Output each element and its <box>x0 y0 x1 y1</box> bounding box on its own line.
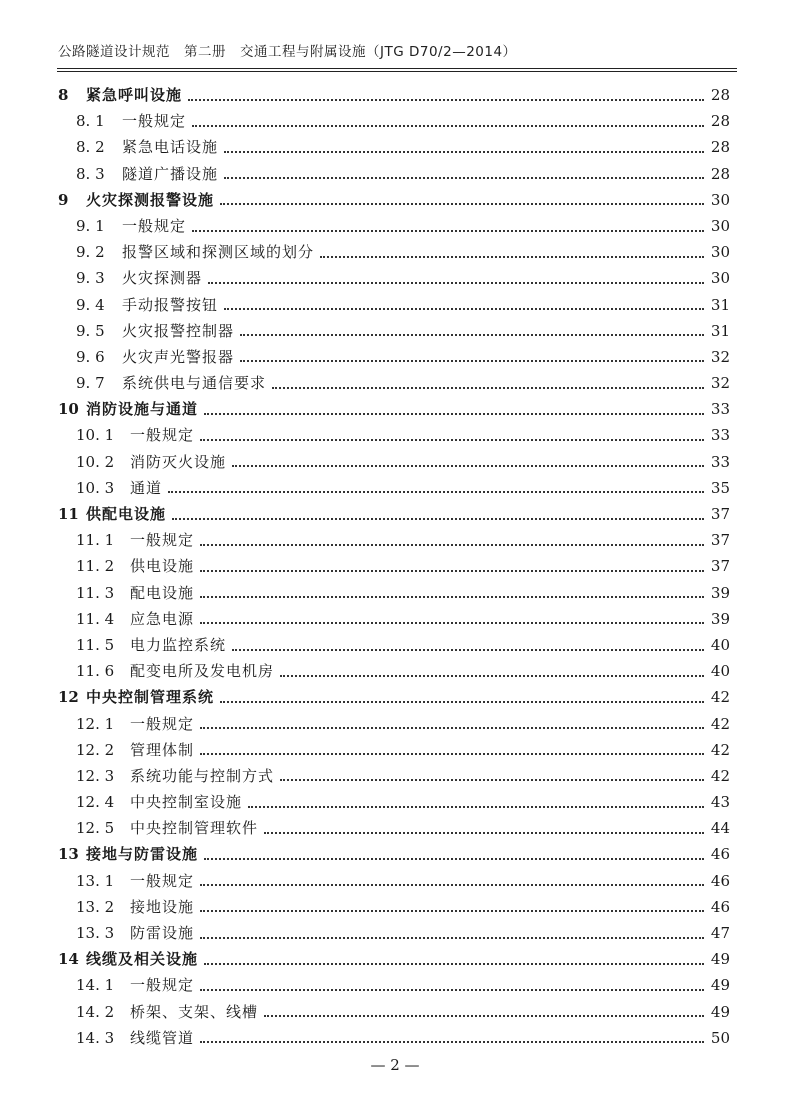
toc-entry-title: 配变电所及发电机房 <box>130 662 275 681</box>
toc-entry-number: 12 <box>58 688 79 707</box>
toc-entry-page: 47 <box>710 924 730 942</box>
toc-entry-page: 42 <box>710 714 730 733</box>
dot-leader <box>200 1040 704 1043</box>
toc-section-entry[interactable] <box>0 292 790 318</box>
toc-entry-title: 一般规定 <box>130 531 195 550</box>
dot-leader <box>200 936 704 939</box>
toc-section-entry[interactable] <box>0 318 790 344</box>
toc-section-entry[interactable] <box>0 553 790 579</box>
toc-entry-page: 46 <box>710 845 730 864</box>
toc-section-entry[interactable] <box>0 632 790 658</box>
toc-entry-page: 39 <box>710 583 730 602</box>
toc-entry-page: 31 <box>710 321 730 340</box>
toc-entry-number: 8. 3 <box>76 164 105 183</box>
toc-entry-title: 线缆管道 <box>130 1028 195 1047</box>
toc-entry-title: 供电设施 <box>130 557 195 576</box>
toc-entry-page: 40 <box>710 662 730 681</box>
dot-leader <box>248 805 704 808</box>
toc-chapter-entry[interactable] <box>0 684 790 710</box>
toc-entry-title: 一般规定 <box>130 976 195 995</box>
toc-entry-title: 一般规定 <box>122 112 187 131</box>
toc-entry-page: 30 <box>710 190 730 209</box>
toc-entry-title: 一般规定 <box>122 216 187 235</box>
dot-leader <box>200 988 704 991</box>
toc-entry-number: 11. 5 <box>76 635 115 654</box>
dot-leader <box>220 202 704 205</box>
toc-entry-page: 49 <box>710 1002 730 1021</box>
toc-entry-page: 31 <box>710 295 730 314</box>
toc-entry-title: 中央控制室设施 <box>130 793 243 812</box>
toc-entry-title: 中央控制管理系统 <box>86 688 215 707</box>
toc-entry-number: 9 <box>58 190 69 209</box>
toc-section-entry[interactable] <box>0 999 790 1025</box>
toc-entry-title: 系统供电与通信要求 <box>122 374 267 393</box>
dot-leader <box>280 778 704 781</box>
toc-entry-number: 9. 4 <box>76 295 105 314</box>
toc-entry-title: 火灾声光警报器 <box>122 347 235 366</box>
toc-entry-page: 42 <box>710 688 730 707</box>
toc-entry-title: 火灾探测器 <box>122 269 203 288</box>
toc-entry-title: 紧急呼叫设施 <box>86 86 183 104</box>
toc-entry-number: 9. 7 <box>76 374 105 393</box>
toc-entry-number: 11. 6 <box>76 662 115 681</box>
toc-entry-number: 11. 3 <box>76 583 115 602</box>
dot-leader <box>200 621 704 624</box>
dot-leader <box>204 857 704 860</box>
dot-leader <box>264 831 704 834</box>
toc-entry-number: 12. 5 <box>76 819 115 838</box>
toc-entry-title: 手动报警按钮 <box>122 295 219 314</box>
toc-entry-page: 35 <box>710 478 730 497</box>
toc-entry-title: 报警区域和探测区域的划分 <box>122 243 315 262</box>
toc-section-entry[interactable] <box>0 920 790 946</box>
toc-section-entry[interactable] <box>0 265 790 291</box>
toc-entry-title: 一般规定 <box>130 714 195 733</box>
toc-entry-number: 9. 6 <box>76 347 105 366</box>
toc-entry-title: 火灾探测报警设施 <box>86 190 215 209</box>
dot-leader <box>264 1014 704 1017</box>
toc-entry-page: 44 <box>710 819 730 838</box>
toc-entry-page: 49 <box>710 976 730 995</box>
toc-entry-page: 42 <box>710 740 730 759</box>
dot-leader <box>320 255 704 258</box>
toc-entry-number: 13 <box>58 845 79 864</box>
dot-leader <box>208 281 704 284</box>
toc-entry-page: 43 <box>710 793 730 812</box>
toc-entry-title: 桥架、支架、线槽 <box>130 1002 259 1021</box>
toc-section-entry[interactable] <box>0 108 790 134</box>
dot-leader <box>200 883 704 886</box>
toc-entry-page: 50 <box>710 1028 730 1047</box>
toc-chapter-entry[interactable] <box>0 396 790 422</box>
toc-entry-number: 13. 1 <box>76 871 115 890</box>
toc-section-entry[interactable] <box>0 344 790 370</box>
toc-entry-number: 10. 2 <box>76 452 115 471</box>
toc-entry-page: 30 <box>710 243 730 262</box>
dot-leader <box>200 438 704 441</box>
toc-section-entry[interactable] <box>0 370 790 396</box>
dot-leader <box>240 333 704 336</box>
toc-section-entry[interactable] <box>0 422 790 448</box>
toc-entry-number: 11. 2 <box>76 557 115 576</box>
dot-leader <box>204 962 704 965</box>
toc-entry-number: 8. 2 <box>76 138 105 157</box>
toc-entry-number: 14 <box>58 950 79 969</box>
toc-entry-number: 9. 5 <box>76 321 105 340</box>
toc-entry-page: 37 <box>710 531 730 550</box>
toc-entry-title: 一般规定 <box>130 426 195 445</box>
dot-leader <box>240 359 704 362</box>
header-rule-thin <box>57 71 737 72</box>
dot-leader <box>200 543 704 546</box>
toc-entry-number: 14. 3 <box>76 1028 115 1047</box>
dot-leader <box>192 124 704 127</box>
toc-entry-page: 28 <box>710 164 730 183</box>
dot-leader <box>200 595 704 598</box>
toc-section-entry[interactable] <box>0 580 790 606</box>
toc-entry-page: 33 <box>710 426 730 445</box>
toc-section-entry[interactable] <box>0 789 790 815</box>
toc-entry-title: 隧道广播设施 <box>122 164 219 183</box>
toc-section-entry[interactable] <box>0 449 790 475</box>
dot-leader <box>232 464 704 467</box>
toc-entry-title: 供配电设施 <box>86 505 167 523</box>
toc-entry-page: 37 <box>710 505 730 523</box>
toc-section-entry[interactable] <box>0 1025 790 1051</box>
toc-entry-title: 紧急电话设施 <box>122 138 219 157</box>
toc-entry-page: 32 <box>710 347 730 366</box>
toc-entry-title: 中央控制管理软件 <box>130 819 259 838</box>
toc-entry-page: 42 <box>710 766 730 785</box>
toc-section-entry[interactable] <box>0 737 790 763</box>
toc-entry-page: 46 <box>710 897 730 916</box>
page-number: — 2 — <box>370 1056 420 1074</box>
toc-entry-title: 接地设施 <box>130 897 195 916</box>
toc-entry-number: 11 <box>58 505 79 523</box>
dot-leader <box>224 176 704 179</box>
toc-entry-number: 11. 4 <box>76 609 115 628</box>
toc-section-entry[interactable] <box>0 711 790 737</box>
toc-entry-page: 28 <box>710 86 730 104</box>
toc-section-entry[interactable] <box>0 868 790 894</box>
dot-leader <box>200 909 704 912</box>
toc-entry-title: 防雷设施 <box>130 924 195 942</box>
toc-entry-page: 30 <box>710 269 730 288</box>
dot-leader <box>200 752 704 755</box>
toc-entry-number: 14. 2 <box>76 1002 115 1021</box>
toc-entry-number: 10. 3 <box>76 478 115 497</box>
toc-entry-title: 配电设施 <box>130 583 195 602</box>
toc-entry-number: 14. 1 <box>76 976 115 995</box>
toc-section-entry[interactable] <box>0 213 790 239</box>
toc-entry-page: 30 <box>710 216 730 235</box>
toc-chapter-entry[interactable] <box>0 82 790 108</box>
toc-entry-number: 8 <box>58 86 69 104</box>
toc-entry-title: 消防设施与通道 <box>86 400 199 419</box>
toc-entry-title: 电力监控系统 <box>130 635 227 654</box>
toc-entry-number: 12. 3 <box>76 766 115 785</box>
toc-entry-number: 10 <box>58 400 79 419</box>
toc-section-entry[interactable] <box>0 606 790 632</box>
toc-entry-number: 12. 1 <box>76 714 115 733</box>
dot-leader <box>200 569 704 572</box>
toc-entry-page: 33 <box>710 452 730 471</box>
toc-section-entry[interactable] <box>0 134 790 160</box>
toc-entry-title: 线缆及相关设施 <box>86 950 199 969</box>
toc-entry-number: 13. 2 <box>76 897 115 916</box>
toc-entry-page: 33 <box>710 400 730 419</box>
toc-entry-page: 49 <box>710 950 730 969</box>
dot-leader <box>188 98 704 101</box>
toc-entry-number: 13. 3 <box>76 924 115 942</box>
toc-entry-title: 通道 <box>130 478 163 497</box>
toc-entry-page: 46 <box>710 871 730 890</box>
dot-leader <box>224 150 704 153</box>
dot-leader <box>272 386 704 389</box>
dot-leader <box>168 490 704 493</box>
toc-section-entry[interactable] <box>0 475 790 501</box>
dot-leader <box>224 307 704 310</box>
toc-entry-page: 37 <box>710 557 730 576</box>
toc-entry-title: 系统功能与控制方式 <box>130 766 275 785</box>
dot-leader <box>200 726 704 729</box>
toc-entry-number: 12. 4 <box>76 793 115 812</box>
toc-entry-title: 火灾报警控制器 <box>122 321 235 340</box>
dot-leader <box>220 700 704 703</box>
dot-leader <box>204 412 704 415</box>
toc-section-entry[interactable] <box>0 161 790 187</box>
toc-entry-number: 11. 1 <box>76 531 115 550</box>
toc-chapter-entry[interactable] <box>0 501 790 527</box>
toc-entry-page: 32 <box>710 374 730 393</box>
toc-entry-title: 消防灭火设施 <box>130 452 227 471</box>
header-rule <box>57 68 737 69</box>
dot-leader <box>192 229 704 232</box>
dot-leader <box>172 517 704 520</box>
toc-entry-number: 9. 1 <box>76 216 105 235</box>
table-of-contents <box>0 82 790 1051</box>
toc-entry-page: 39 <box>710 609 730 628</box>
toc-section-entry[interactable] <box>0 763 790 789</box>
toc-chapter-entry[interactable] <box>0 946 790 972</box>
toc-chapter-entry[interactable] <box>0 841 790 867</box>
toc-entry-number: 9. 2 <box>76 243 105 262</box>
toc-entry-title: 管理体制 <box>130 740 195 759</box>
toc-section-entry[interactable] <box>0 527 790 553</box>
dot-leader <box>232 648 704 651</box>
toc-entry-number: 10. 1 <box>76 426 115 445</box>
toc-entry-number: 8. 1 <box>76 112 105 131</box>
toc-entry-page: 40 <box>710 635 730 654</box>
toc-section-entry[interactable] <box>0 239 790 265</box>
toc-entry-number: 9. 3 <box>76 269 105 288</box>
toc-entry-title: 一般规定 <box>130 871 195 890</box>
toc-entry-page: 28 <box>710 138 730 157</box>
toc-section-entry[interactable] <box>0 815 790 841</box>
toc-entry-title: 接地与防雷设施 <box>86 845 199 864</box>
toc-chapter-entry[interactable] <box>0 187 790 213</box>
toc-entry-page: 28 <box>710 112 730 131</box>
toc-entry-title: 应急电源 <box>130 609 195 628</box>
running-header: 公路隧道设计规范 第二册 交通工程与附属设施（JTG D70/2—2014） <box>58 44 517 60</box>
toc-entry-number: 12. 2 <box>76 740 115 759</box>
toc-section-entry[interactable] <box>0 972 790 998</box>
toc-section-entry[interactable] <box>0 658 790 684</box>
toc-section-entry[interactable] <box>0 894 790 920</box>
dot-leader <box>280 674 704 677</box>
